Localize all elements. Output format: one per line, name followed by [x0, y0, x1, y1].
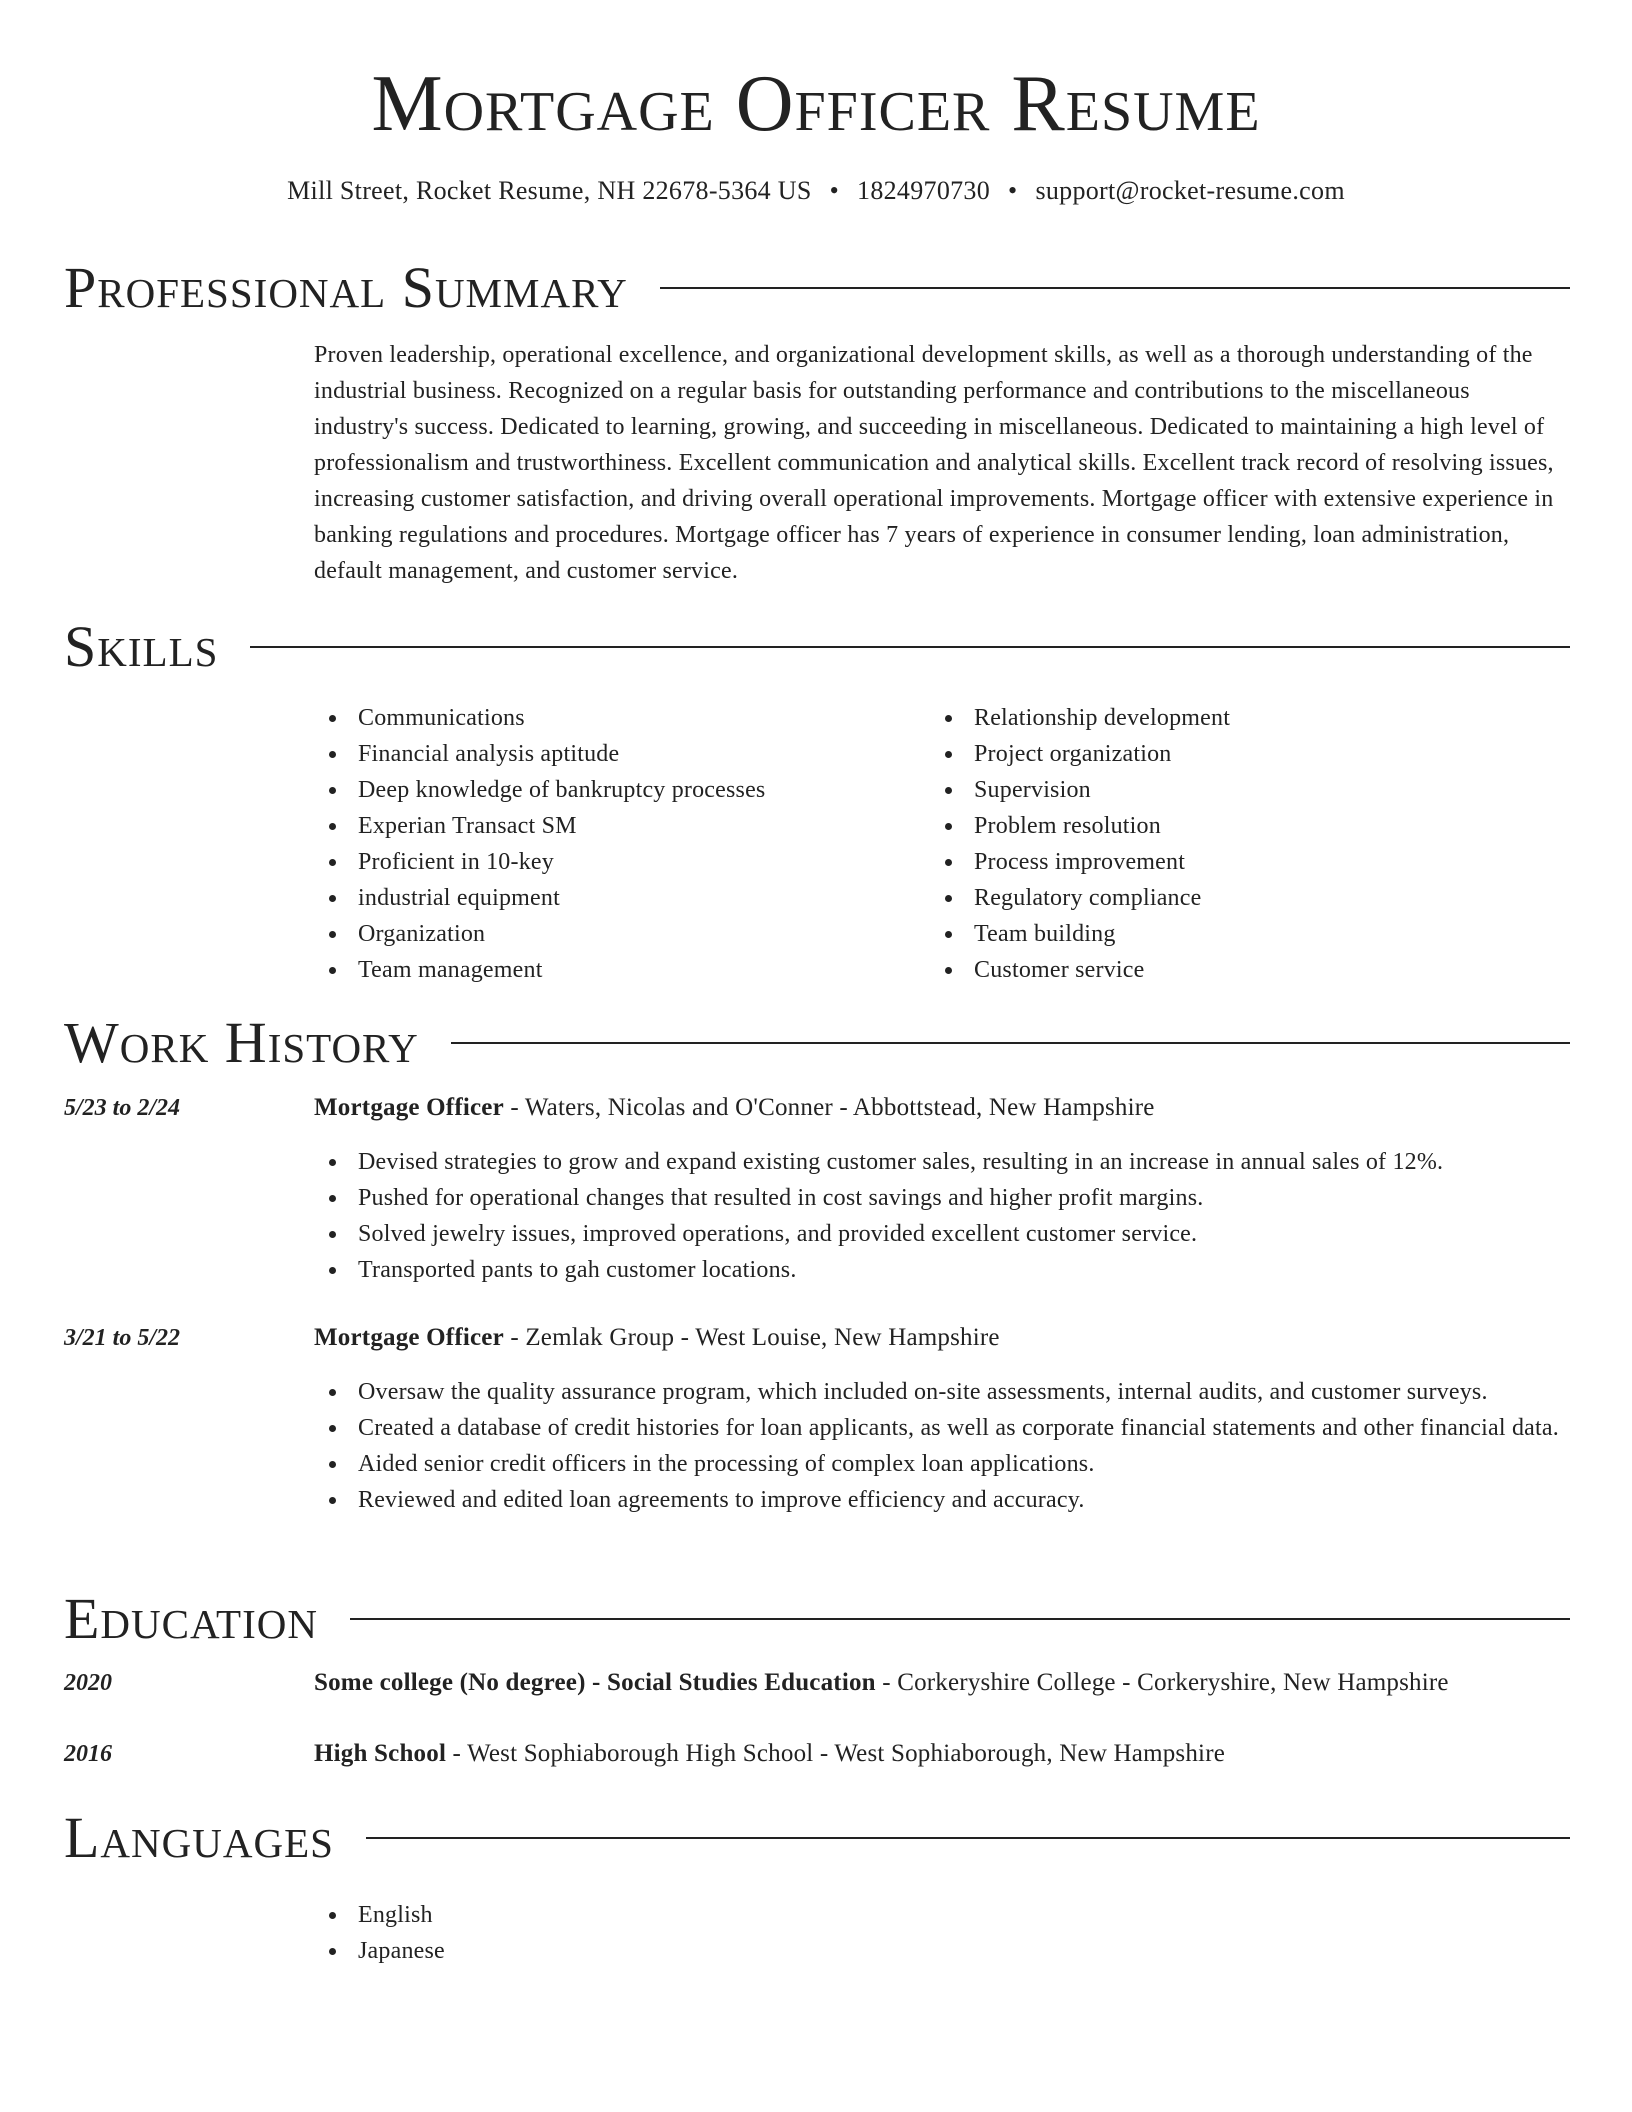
languages-list — [314, 1897, 914, 1969]
skill-item: Supervision — [930, 772, 1570, 808]
job-dates: 5/23 to 2/24 — [64, 1095, 181, 1121]
section-title: Skills — [64, 614, 219, 679]
contact-line — [0, 173, 1632, 209]
job-employer: - Zemlak Group - West Louise, New Hampshire — [503, 1324, 1000, 1351]
skill-item: Process improvement — [930, 844, 1570, 880]
job-title: Mortgage Officer — [314, 1094, 504, 1121]
job-duties — [314, 1144, 1570, 1288]
job-duty: Transported pants to gah customer locations. — [314, 1252, 1570, 1288]
education-degree: Some college (No degree) - Social Studies Education — [314, 1669, 876, 1696]
section-title: Professional Summary — [64, 255, 628, 320]
education-school: - Corkeryshire College - Corkeryshire, New Hampshire — [875, 1669, 1449, 1696]
skill-item: Team building — [930, 916, 1570, 952]
skill-item: Experian Transact SM — [314, 808, 914, 844]
section-title: Education — [64, 1586, 318, 1651]
section-divider — [250, 646, 1570, 648]
job-duty: Oversaw the quality assurance program, which included on-site assessments, internal audits, and customer surveys. — [314, 1374, 1570, 1410]
skill-item: industrial equipment — [314, 880, 914, 916]
job-employer: - Waters, Nicolas and O'Conner - Abbottstead, New Hampshire — [503, 1094, 1155, 1121]
job-duty: Solved jewelry issues, improved operations, and provided excellent customer service. — [314, 1216, 1570, 1252]
skill-item: Deep knowledge of bankruptcy processes — [314, 772, 914, 808]
section-divider — [660, 287, 1570, 289]
education-year: 2020 — [64, 1670, 112, 1696]
resume-title: Mortgage Officer Resume — [371, 60, 1261, 148]
summary-text: Proven leadership, operational excellence, and organizational development skills, as well as a thorough understanding of the industrial business. Recognized on a regular basis for outstanding performance and contributions to the miscellaneous industry's success. Dedicated to learning, growing, and succeeding in miscellaneous. Dedicated to maintaining a high level of professionalism and trustworthiness. Excellent communication and analytical skills. Excellent track record of resolving issues, increasing customer satisfaction, and driving overall operational improvements. Mortgage officer with extensive experience in banking regulations and procedures. Mortgage officer has 7 years of experience in consumer lending, loan administration, default management, and customer service. — [314, 342, 1554, 584]
skill-item: Relationship development — [930, 700, 1570, 736]
skill-item: Organization — [314, 916, 914, 952]
skill-item: Problem resolution — [930, 808, 1570, 844]
skill-item: Team management — [314, 952, 914, 988]
job-title: Mortgage Officer — [314, 1324, 504, 1351]
job-duty: Pushed for operational changes that resulted in cost savings and higher profit margins. — [314, 1180, 1570, 1216]
work-section-header — [64, 1010, 1570, 1075]
skill-item: Communications — [314, 700, 914, 736]
skills-list-right — [930, 700, 1570, 988]
language-item: Japanese — [314, 1933, 914, 1969]
skill-item: Financial analysis aptitude — [314, 736, 914, 772]
education-entry — [314, 1665, 1570, 1701]
separator: • — [1008, 176, 1018, 205]
education-degree: High School — [314, 1740, 447, 1767]
job-heading — [314, 1320, 1570, 1356]
job-dates: 3/21 to 5/22 — [64, 1325, 181, 1351]
education-school: - West Sophiaborough High School - West Sophiaborough, New Hampshire — [446, 1740, 1226, 1767]
section-title: Work History — [64, 1010, 419, 1075]
job-duty: Devised strategies to grow and expand existing customer sales, resulting in an increase in annual sales of 12%. — [314, 1144, 1570, 1180]
summary-section-header — [64, 255, 1570, 320]
section-divider — [451, 1042, 1570, 1044]
separator: • — [829, 176, 840, 205]
address: Mill Street, Rocket Resume, NH 22678-5364 US — [287, 176, 812, 205]
job-duty: Aided senior credit officers in the processing of complex loan applications. — [314, 1446, 1570, 1482]
skills-list-left — [314, 700, 914, 988]
education-entry — [314, 1736, 1570, 1772]
skill-item: Regulatory compliance — [930, 880, 1570, 916]
skills-section-header — [64, 614, 1570, 679]
section-divider — [350, 1618, 1570, 1620]
skill-item: Project organization — [930, 736, 1570, 772]
skill-item: Customer service — [930, 952, 1570, 988]
job-duty: Reviewed and edited loan agreements to improve efficiency and accuracy. — [314, 1482, 1570, 1518]
job-duty: Created a database of credit histories for loan applicants, as well as corporate financial statements and other financial data. — [314, 1410, 1570, 1446]
skill-item: Proficient in 10-key — [314, 844, 914, 880]
email[interactable]: support@rocket-resume.com — [1035, 176, 1345, 205]
job-duties — [314, 1374, 1570, 1518]
education-year: 2016 — [64, 1741, 112, 1767]
job-heading — [314, 1090, 1570, 1126]
education-section-header — [64, 1586, 1570, 1651]
language-item: English — [314, 1897, 914, 1933]
section-title: Languages — [64, 1805, 334, 1870]
phone: 1824970730 — [857, 176, 991, 205]
languages-section-header — [64, 1805, 1570, 1870]
section-divider — [366, 1837, 1570, 1839]
